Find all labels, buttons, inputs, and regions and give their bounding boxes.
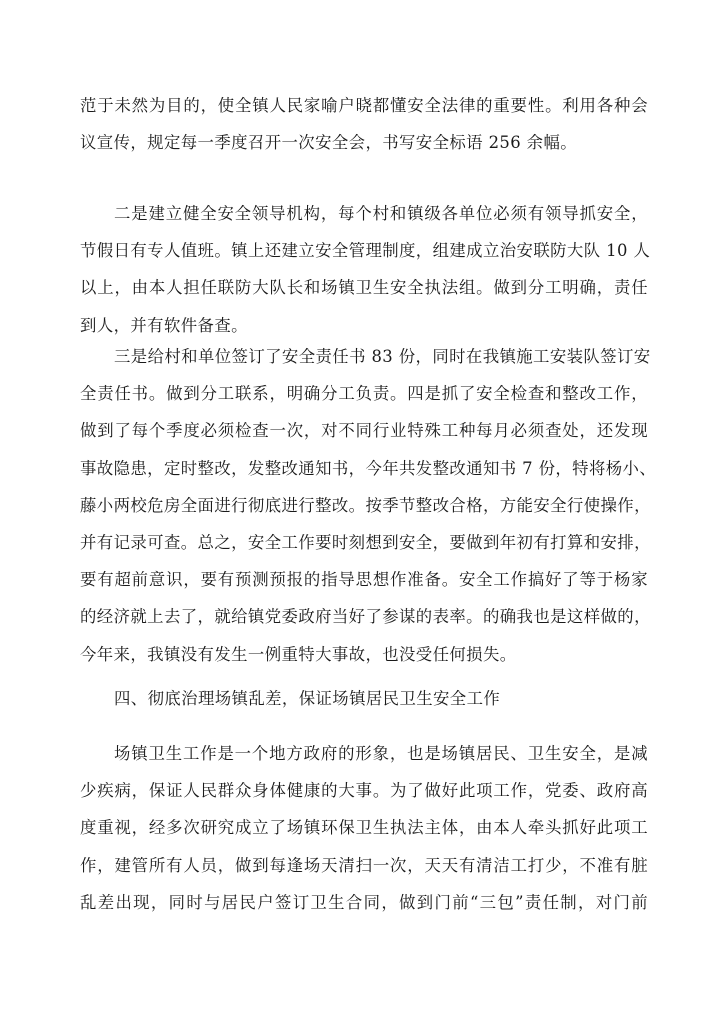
- paragraph-line: 度重视，经多次研究成立了场镇环保卫生执法主体，由本人牵头抓好此项工: [80, 818, 648, 838]
- paragraph-line: 的经济就上去了，就给镇党委政府当好了参谋的表率。的确我也是这样做的，: [80, 607, 651, 627]
- paragraph-line: 场镇卫生工作是一个地方政府的形象，也是场镇居民、卫生安全，是减: [114, 744, 648, 763]
- paragraph-line: 并有记录可查。总之，安全工作要时刻想到安全，要做到年初有打算和安排，: [80, 532, 651, 552]
- paragraph-line: 做到了每个季度必须检查一次，对不同行业特殊工种每月必须查处，还发现: [80, 421, 648, 441]
- paragraph-line: 二是建立健全安全领导机构，每个村和镇级各单位必须有领导抓安全，: [114, 204, 648, 223]
- paragraph-line: 乱差出现，同时与居民户签订卫生合同，做到门前“三包”责任制，对门前: [80, 892, 648, 912]
- section-heading: [80, 680, 648, 717]
- paragraph-line: 节假日有专人值班。镇上还建立安全管理制度，组建成立治安联防大队 10 人: [80, 241, 651, 261]
- paragraph-line: 今年来，我镇没有发生一例重特大事故，也没受任何损失。: [80, 644, 517, 664]
- paragraph-line: 要有超前意识，要有预测预报的指导思想作准备。安全工作搞好了等于杨家: [80, 570, 648, 590]
- paragraph-line: 议宣传，规定每一季度召开一次安全会，书写安全标语 256 余幅。: [80, 133, 578, 153]
- paragraph-line: 少疾病，保证人民群众身体健康的大事。为了做好此项工作，党委、政府高: [80, 781, 648, 801]
- paragraph-5: [80, 735, 648, 921]
- paragraph-line: 三是给村和单位签订了安全责任书 83 份，同时在我镇施工安装队签订安: [114, 347, 651, 366]
- paragraph-line: 事故隐患，定时整改，发整改通知书，今年共发整改通知书 7 份，特将杨小、: [80, 458, 657, 478]
- paragraph-line: 全责任书。做到分工联系，明确分工负责。四是抓了安全检查和整改工作，: [80, 384, 648, 404]
- paragraph-1: [80, 87, 648, 161]
- paragraph-2: [80, 195, 651, 344]
- paragraph-line: 范于未然为目的，使全镇人民家喻户晓都懂安全法律的重要性。利用各种会: [80, 96, 648, 115]
- paragraph-3: [80, 338, 657, 673]
- paragraph-line: 到人，并有软件备查。: [80, 315, 248, 335]
- heading-line: 四、彻底治理场镇乱差，保证场镇居民卫生安全工作: [114, 689, 501, 708]
- paragraph-line: 藤小两校危房全面进行彻底进行整改。按季节整改合格，方能安全行使操作，: [80, 495, 651, 515]
- paragraph-line: 以上，由本人担任联防大队长和场镇卫生安全执法组。做到分工明确，责任: [80, 278, 648, 298]
- paragraph-line: 作，建管所有人员，做到每逢场天清扫一次，天天有清洁工打少，不准有脏: [80, 855, 648, 875]
